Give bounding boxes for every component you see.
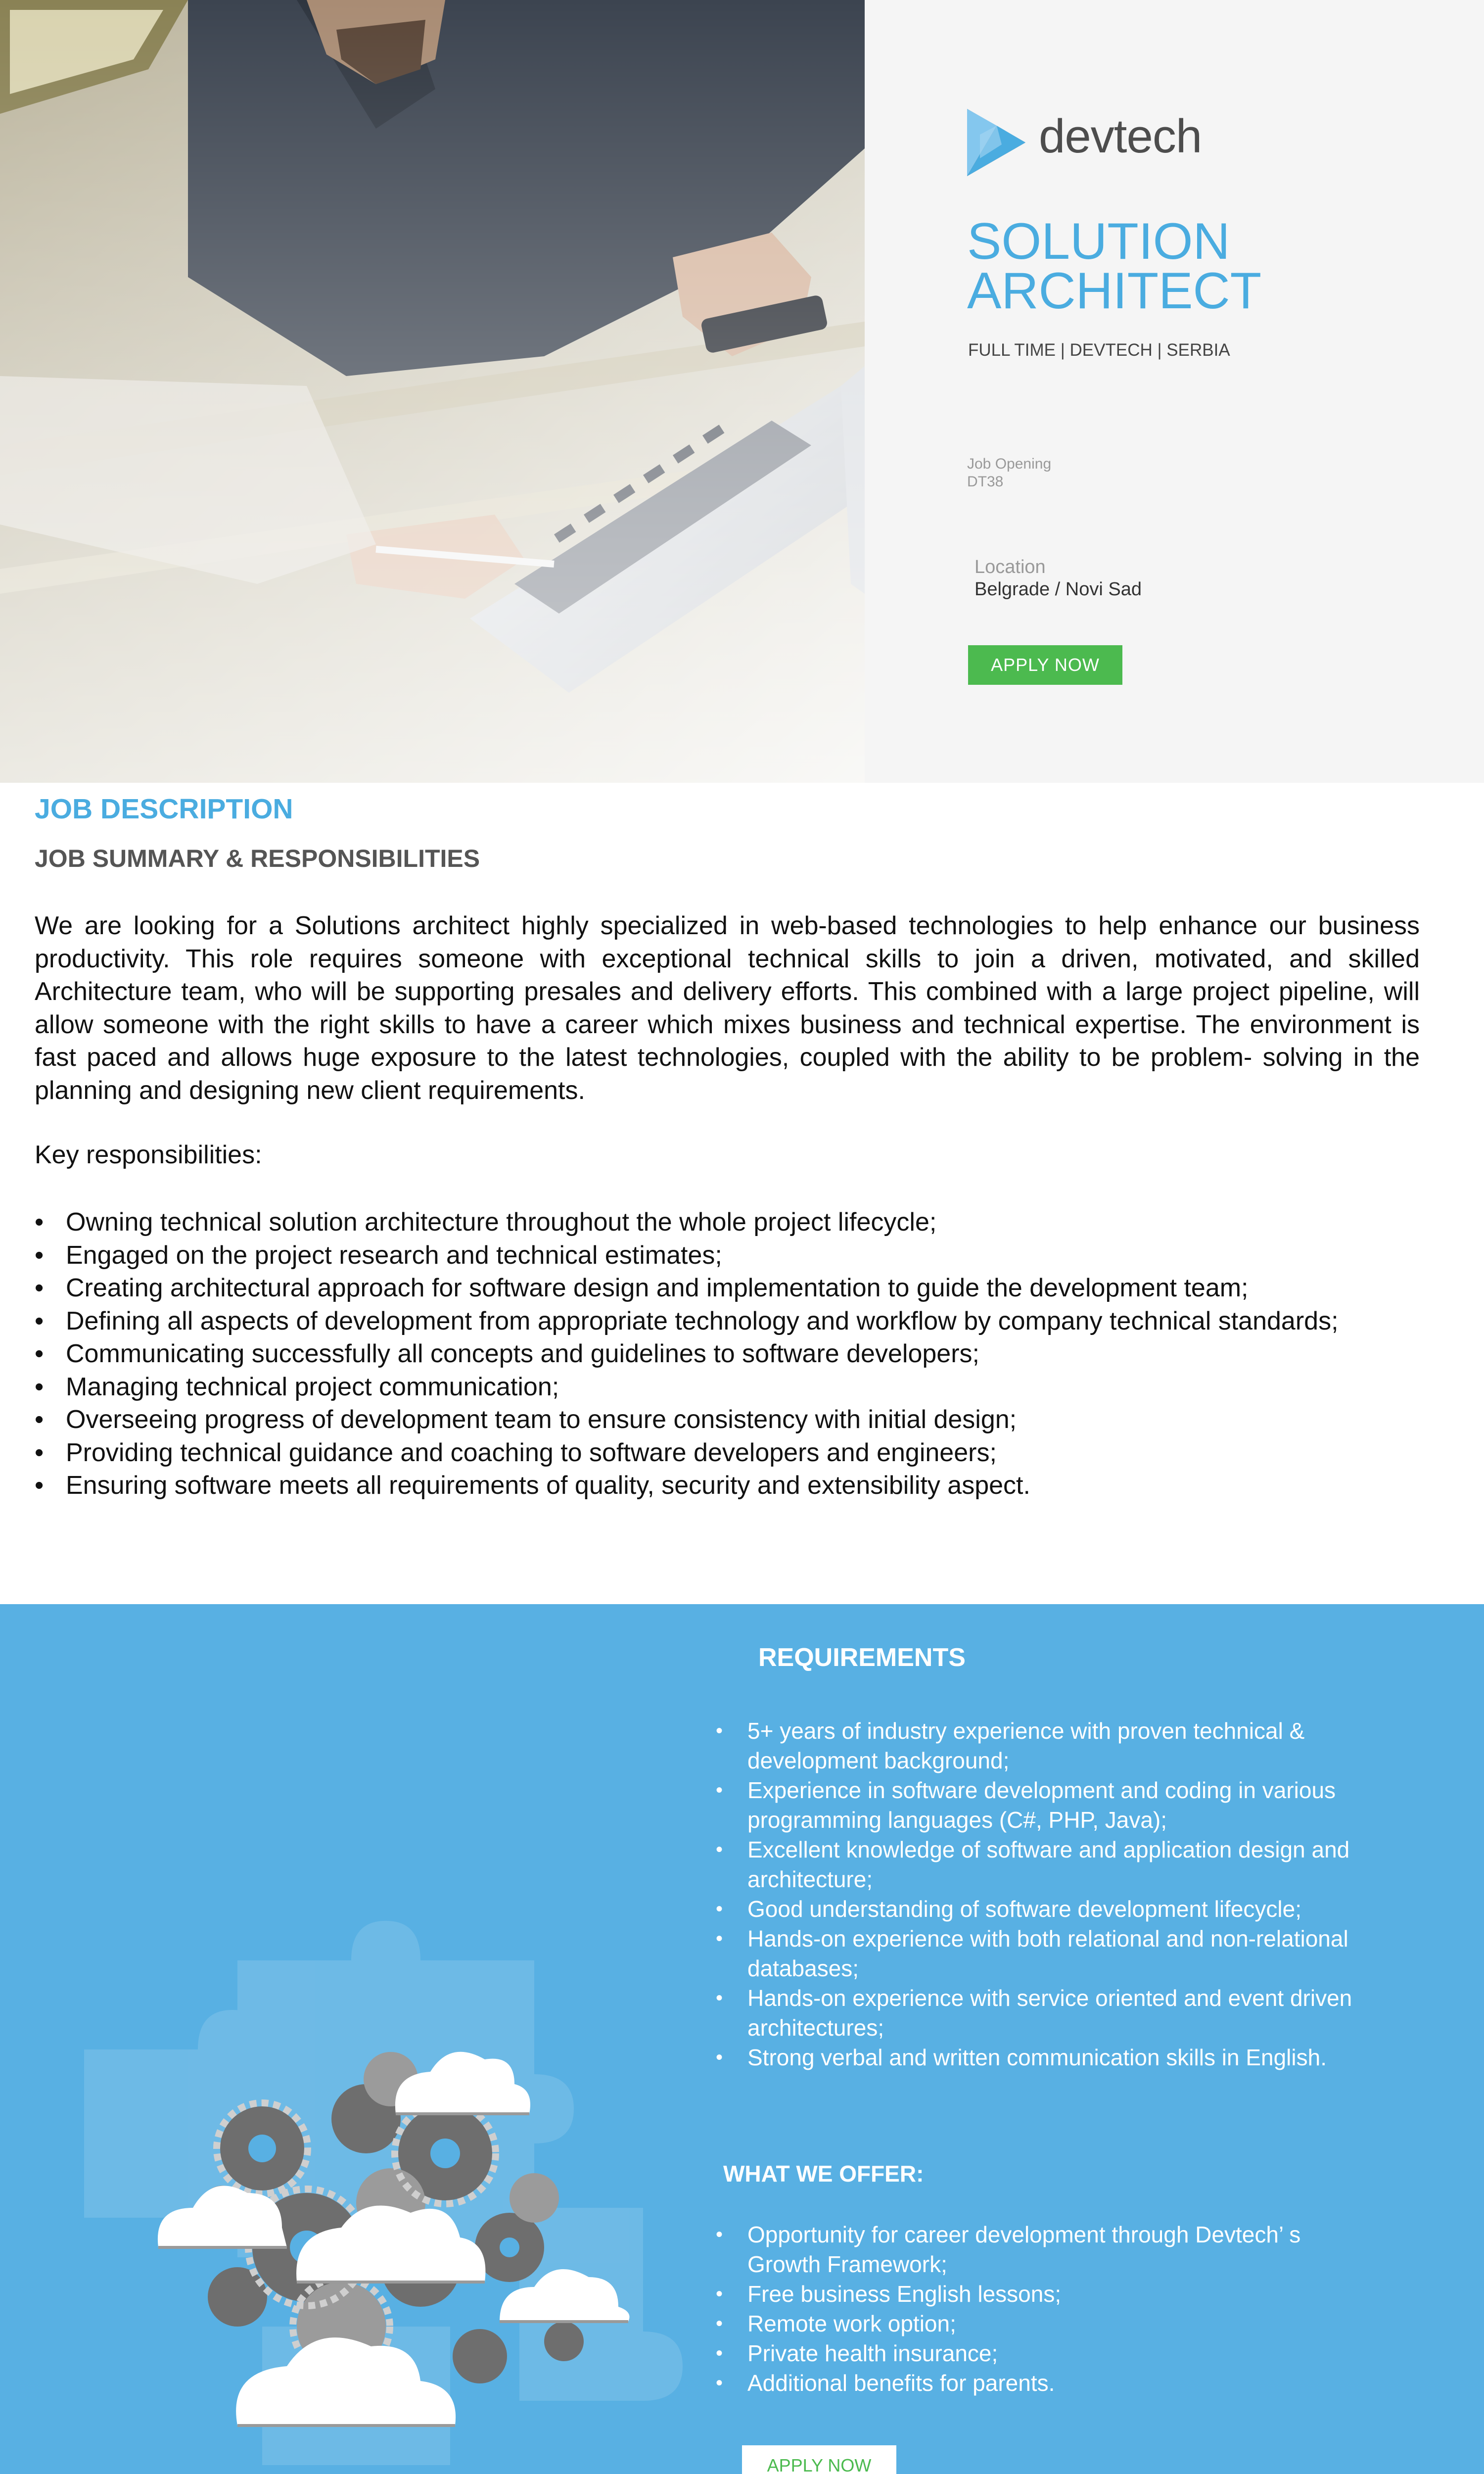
apply-now-button-bottom[interactable]: APPLY NOW <box>742 2445 896 2474</box>
job-opening-code: DT38 <box>967 474 1004 490</box>
requirements-heading: REQUIREMENTS <box>758 1643 966 1672</box>
list-item: • Additional benefits for parents. <box>716 2368 1369 2398</box>
location-value: Belgrade / Novi Sad <box>974 579 1142 600</box>
list-item: • Opportunity for career development through Devtech’ s Growth Framework; <box>716 2220 1369 2279</box>
list-item: • Remote work option; <box>716 2309 1369 2338</box>
job-meta: FULL TIME | DEVTECH | SERBIA <box>968 340 1230 360</box>
list-item: • Creating architectural approach for software design and implementation to guide the development team; <box>35 1272 1370 1305</box>
list-item: • Owning technical solution architecture throughout the whole project lifecycle; <box>35 1206 1370 1239</box>
devtech-logo-icon <box>967 109 1029 176</box>
laptop-photo-icon <box>0 0 865 783</box>
list-item: • Communicating successfully all concepts and guidelines to software developers; <box>35 1337 1370 1371</box>
responsibilities-list <box>35 1206 1370 1502</box>
list-item: • Experience in software development and coding in various programming languages (C#, PHP, Java); <box>716 1775 1369 1835</box>
offers-list <box>716 2220 1369 2398</box>
list-item: • Private health insurance; <box>716 2338 1369 2368</box>
list-item: • Strong verbal and written communication skills in English. <box>716 2043 1369 2072</box>
list-item: • Excellent knowledge of software and application design and architecture; <box>716 1835 1369 1894</box>
list-item: • Hands-on experience with both relational and non-relational databases; <box>716 1924 1369 1983</box>
list-item: • Defining all aspects of development from appropriate technology and workflow by company technical standards; <box>35 1305 1370 1338</box>
job-title: SOLUTION ARCHITECT <box>967 213 1262 320</box>
list-item: • Managing technical project communication; <box>35 1371 1370 1404</box>
list-item: • Overseeing progress of development team to ensure consistency with initial design; <box>35 1403 1370 1436</box>
cloud-gears-illustration-icon <box>74 1772 707 2474</box>
hero-banner <box>0 0 1484 783</box>
list-item: • Good understanding of software development lifecycle; <box>716 1894 1369 1924</box>
list-item: • 5+ years of industry experience with proven technical & development background; <box>716 1716 1369 1775</box>
list-item: • Free business English lessons; <box>716 2279 1369 2309</box>
devtech-logo <box>967 107 1224 176</box>
key-responsibilities-label: Key responsibilities: <box>35 1141 262 1169</box>
list-item: • Providing technical guidance and coaching to software developers and engineers; <box>35 1436 1370 1470</box>
requirements-section <box>0 1604 1484 2474</box>
job-opening-label: Job Opening <box>967 456 1052 472</box>
job-summary-subheading: JOB SUMMARY & RESPONSIBILITIES <box>35 845 480 872</box>
requirements-list <box>716 1716 1369 2072</box>
apply-now-button[interactable]: APPLY NOW <box>968 645 1122 685</box>
job-summary-text: We are looking for a Solutions architect highly specialized in web-based technologies to help enhance our business productivity. This role requires someone with exceptional technical skills to join a driven, motivated, and skilled Architecture team, who will be supporting presales and delivery efforts. This combined with a large project pipeline, will allow someone with the right skills to have a career which mixes business and technical expertise. The environment is fast paced and allows huge exposure to the latest technologies, coupled with the ability to be problem- solving in the planning and designing new client requirements. <box>35 911 1420 1105</box>
list-item: • Hands-on experience with service oriented and event driven architectures; <box>716 1983 1369 2043</box>
logo-text: devtech <box>1039 110 1202 163</box>
job-description-heading: JOB DESCRIPTION <box>35 793 293 825</box>
location-label: Location <box>974 557 1046 577</box>
list-item: • Engaged on the project research and technical estimates; <box>35 1239 1370 1272</box>
list-item: • Ensuring software meets all requirements of quality, security and extensibility aspect. <box>35 1469 1370 1502</box>
what-we-offer-heading: WHAT WE OFFER: <box>723 2161 924 2187</box>
